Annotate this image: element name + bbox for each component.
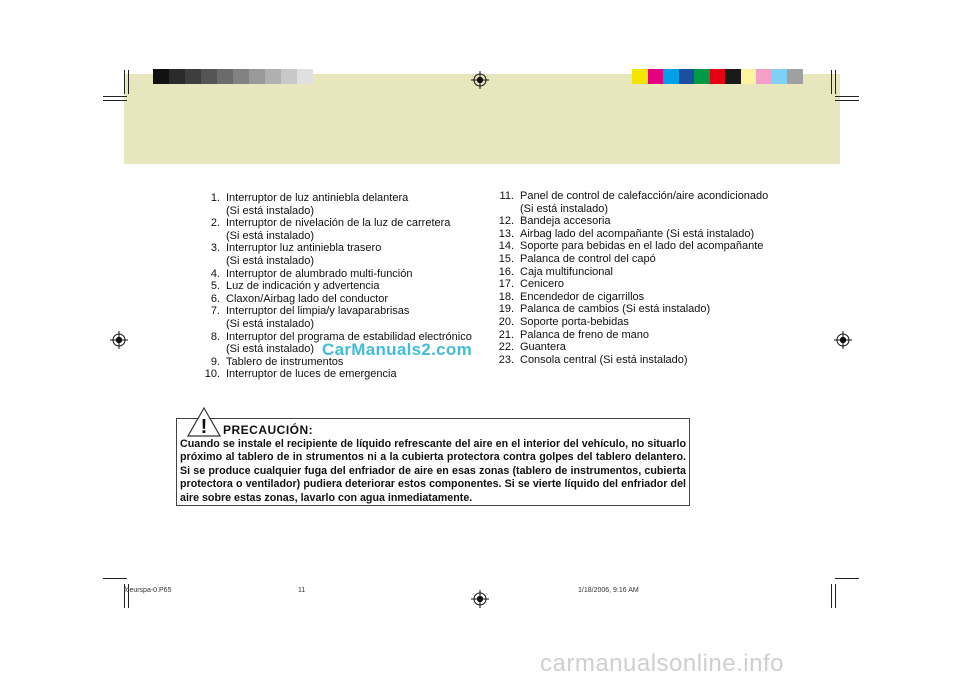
list-item-number: 5.: [210, 280, 220, 293]
calibration-swatch: [233, 69, 249, 84]
calibration-swatch: [787, 69, 803, 84]
list-item: [496, 266, 768, 279]
calibration-swatch: [297, 69, 313, 84]
warning-text: Cuando se instale el recipiente de líquido refrescante del aire en el interior del vehículo, no situarlo próximo al tablero de in strumentos ni a la cubierta protectora contra golpes del tablero delantero. Si se produce cualquier fuga del enfriador de aire en esas zonas (tablero de instrumentos, cubierta protectora o ventilador) pudiera deteriorar estos componentes. Si se vierte líquido del enfriador del aire sobre estas zonas, lavarlo con agua inmediatamente.: [180, 438, 686, 504]
list-item: [496, 253, 768, 266]
list-item-number: 20.: [498, 315, 514, 328]
list-item-text: Guantera: [520, 341, 566, 354]
list-item-text: Interruptor del programa de estabilidad electrónico: [226, 330, 472, 343]
list-item-note: (Si está instalado): [520, 202, 609, 215]
list-item: [204, 305, 472, 330]
calibration-swatch: [710, 69, 726, 84]
component-list-right: [496, 190, 768, 366]
list-item-number: 6.: [210, 292, 220, 305]
list-item-text: Interruptor luz antiniebla trasero: [226, 242, 382, 255]
list-item-number: 1.: [210, 192, 220, 204]
list-item: [496, 329, 768, 342]
list-item-note: (Si está instalado): [226, 254, 315, 267]
warning-glyph: !: [200, 416, 208, 437]
list-item: [496, 303, 768, 316]
calibration-swatch: [648, 69, 664, 84]
list-item-number: 3.: [210, 242, 220, 255]
calibration-swatch: [663, 69, 679, 84]
footer-date: 1/18/2006, 9:16 AM: [578, 587, 639, 594]
list-item: [496, 341, 768, 354]
list-item-text: Cenicero: [520, 278, 565, 291]
list-item-text: Airbag lado del acompañante (Si está instalado): [520, 227, 755, 240]
list-item-number: 7.: [210, 305, 220, 318]
list-item: [496, 354, 768, 367]
list-item-number: 18.: [498, 290, 514, 303]
calibration-swatch: [725, 69, 741, 84]
list-item-number: 12.: [498, 215, 514, 228]
calibration-swatch: [694, 69, 710, 84]
list-item-number: 2.: [210, 217, 220, 230]
list-item-text: Palanca de freno de mano: [520, 328, 650, 341]
list-item-text: Palanca de cambios (Si está instalado): [520, 303, 711, 316]
list-item-text: Interruptor de luz antiniebla delantera: [226, 192, 409, 204]
calibration-swatch: [772, 69, 788, 84]
list-item: [496, 190, 768, 215]
calibration-swatch: [169, 69, 185, 84]
list-item-number: 22.: [498, 341, 514, 354]
list-item-number: 13.: [498, 227, 514, 240]
list-item-text: Interruptor del limpia/y lavaparabrisas: [226, 305, 410, 318]
list-item: [496, 228, 768, 241]
list-item: [204, 293, 472, 306]
registration-mark-top-icon: [471, 71, 489, 89]
list-item: [204, 280, 472, 293]
list-item: [496, 278, 768, 291]
list-item-note: (Si está instalado): [226, 317, 315, 330]
list-item-number: 16.: [498, 265, 514, 278]
calibration-swatch: [741, 69, 757, 84]
list-item-text: Tablero de instrumentos: [226, 355, 344, 368]
list-item-number: 14.: [498, 240, 514, 253]
list-item: [496, 316, 768, 329]
list-item-note: (Si está instalado): [226, 343, 315, 356]
list-item: [496, 240, 768, 253]
list-item: [496, 215, 768, 228]
list-item: [204, 368, 472, 381]
warning-box: [176, 418, 690, 506]
site-watermark: carmanualsonline.info: [540, 650, 784, 677]
list-item: [204, 217, 472, 242]
list-item-number: 8.: [210, 330, 220, 343]
list-item-number: 11.: [499, 190, 514, 202]
list-item-text: Palanca de control del capó: [520, 252, 656, 265]
list-item-text: Soporte para bebidas en el lado del acompañante: [520, 240, 764, 253]
list-item-text: Panel de control de calefacción/aire acondicionado: [520, 190, 769, 202]
registration-mark-left-icon: [110, 331, 128, 349]
calibration-swatch: [679, 69, 695, 84]
list-item-text: Claxon/Airbag lado del conductor: [226, 292, 389, 305]
registration-mark-bottom-icon: [471, 590, 489, 608]
list-item: [204, 242, 472, 267]
list-item-text: Interruptor de alumbrado multi-función: [226, 267, 413, 280]
list-item-number: 17.: [498, 278, 514, 291]
list-item-text: Soporte porta-bebidas: [520, 315, 629, 328]
list-item-number: 21.: [498, 328, 514, 341]
list-item-text: Encendedor de cigarrillos: [520, 290, 645, 303]
list-item-number: 23.: [498, 353, 514, 366]
list-item-text: Bandeja accesoria: [520, 215, 611, 228]
calibration-swatch: [632, 69, 648, 84]
list-item-note: (Si está instalado): [226, 204, 315, 217]
list-item: [496, 291, 768, 304]
list-item-number: 9.: [210, 355, 220, 368]
watermark: CarManuals2.com: [322, 340, 472, 359]
list-item: [204, 268, 472, 281]
list-item-text: Consola central (Si está instalado): [520, 353, 688, 366]
calibration-swatch: [265, 69, 281, 84]
calibration-swatch: [756, 69, 772, 84]
warning-triangle-icon: [187, 407, 221, 437]
calibration-swatch: [281, 69, 297, 84]
calibration-swatch: [185, 69, 201, 84]
footer-page-number: 11: [298, 587, 306, 594]
list-item-text: Caja multifuncional: [520, 265, 613, 278]
calibration-swatch: [153, 69, 169, 84]
list-item-number: 19.: [498, 303, 514, 316]
calibration-swatch: [201, 69, 217, 84]
list-item-number: 4.: [210, 267, 220, 280]
registration-mark-right-icon: [834, 331, 852, 349]
calibration-swatch: [217, 69, 233, 84]
footer-filename: fceurspa-0.P65: [124, 587, 172, 594]
list-item-number: 15.: [498, 252, 514, 265]
warning-title: PRECAUCIÓN:: [223, 423, 314, 437]
list-item-text: Luz de indicación y advertencia: [226, 280, 380, 293]
list-item: [204, 192, 472, 217]
list-item-note: (Si está instalado): [226, 229, 315, 242]
list-item-text: Interruptor de luces de emergencia: [226, 368, 397, 381]
list-item-number: 10.: [204, 368, 220, 381]
list-item-text: Interruptor de nivelación de la luz de carretera: [226, 217, 451, 230]
calibration-swatch: [249, 69, 265, 84]
